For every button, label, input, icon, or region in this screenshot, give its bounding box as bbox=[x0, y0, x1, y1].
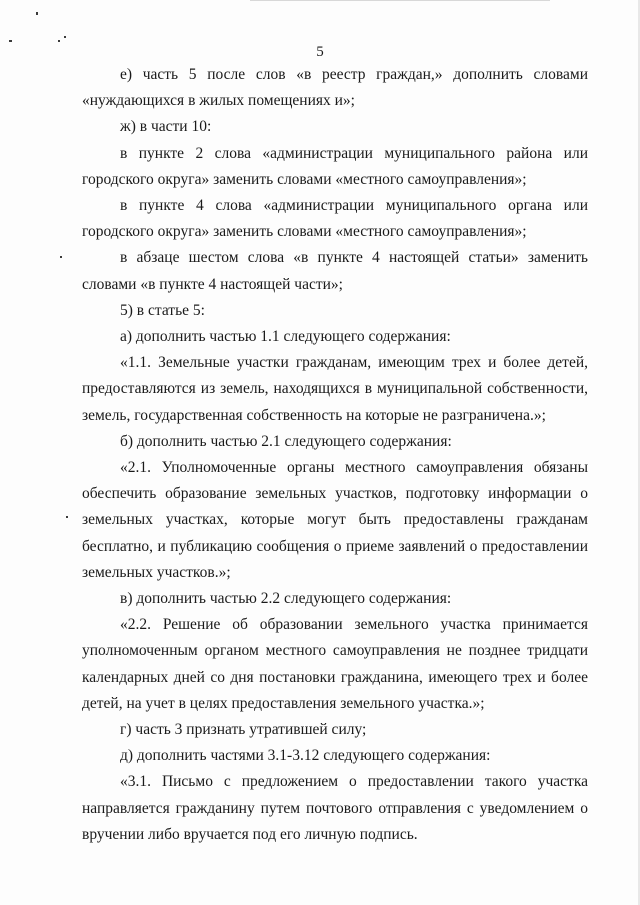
paragraph-a: а) дополнить частью 1.1 следующего содержания: bbox=[120, 328, 451, 346]
scan-speck bbox=[60, 256, 62, 258]
paragraph-1-1: «1.1. Земельные участки гражданам, имеющим трех и более детей, предоставляются из земель, находящихся в муниципальной собственности, земель, государственная собственность на которые не разграничена.»; bbox=[82, 354, 588, 424]
paragraph-point-4: в пункте 4 слова «администрации муниципального органа или городского округа» заменить словами «местного самоуправления»; bbox=[82, 197, 588, 241]
page-number: 5 bbox=[316, 44, 324, 60]
paragraph-3-1: «3.1. Письмо с предложением о предоставлении такого участка направляется гражданину путем почтового отправления с уведомлением о вручении либо вручается под его личную подпись. bbox=[82, 773, 588, 843]
paragraph-g: г) часть 3 признать утратившей силу; bbox=[120, 721, 367, 739]
paragraph-sixth-abzats: в абзаце шестом слова «в пункте 4 настоящей статьи» заменить словами «в пункте 4 настоящей части»; bbox=[82, 249, 588, 293]
paragraph-d: д) дополнить частями 3.1-3.12 следующего содержания: bbox=[120, 747, 491, 765]
scan-speck bbox=[36, 12, 38, 15]
paragraph-e: е) часть 5 после слов «в реестр граждан,» дополнить словами «нуждающихся в жилых помещениях и»; bbox=[82, 66, 588, 110]
paragraph-point-2: в пункте 2 слова «администрации муниципального района или городского округа» заменить словами «местного самоуправления»; bbox=[82, 144, 588, 188]
scan-speck bbox=[9, 40, 12, 42]
paragraph-article-5: 5) в статье 5: bbox=[120, 301, 205, 319]
paragraph-b: б) дополнить частью 2.1 следующего содержания: bbox=[120, 432, 452, 450]
paragraph-2-2: «2.2. Решение об образовании земельного участка принимается уполномоченным органом местного самоуправления не позднее тридцати календарных дней со дня постановки гражданина, имеющего трех и более детей, на учет в целях предоставления земельного участка.»; bbox=[82, 616, 588, 712]
scan-speck bbox=[58, 40, 60, 42]
document-body bbox=[82, 62, 588, 848]
paragraph-2-1: «2.1. Уполномоченные органы местного самоуправления обязаны обеспечить образование земельных участков, подготовку информации о земельных участках, которые могут быть предоставлены гражданам бесплатно, и публикацию сообщения о приеме заявлений о предоставлении земельных участков.»; bbox=[82, 459, 588, 581]
scan-speck bbox=[66, 516, 68, 518]
paragraph-v: в) дополнить частью 2.2 следующего содержания: bbox=[120, 590, 452, 608]
scan-edge-top bbox=[250, 0, 550, 1]
scan-speck bbox=[64, 36, 66, 38]
paragraph-zh: ж) в части 10: bbox=[120, 118, 212, 136]
